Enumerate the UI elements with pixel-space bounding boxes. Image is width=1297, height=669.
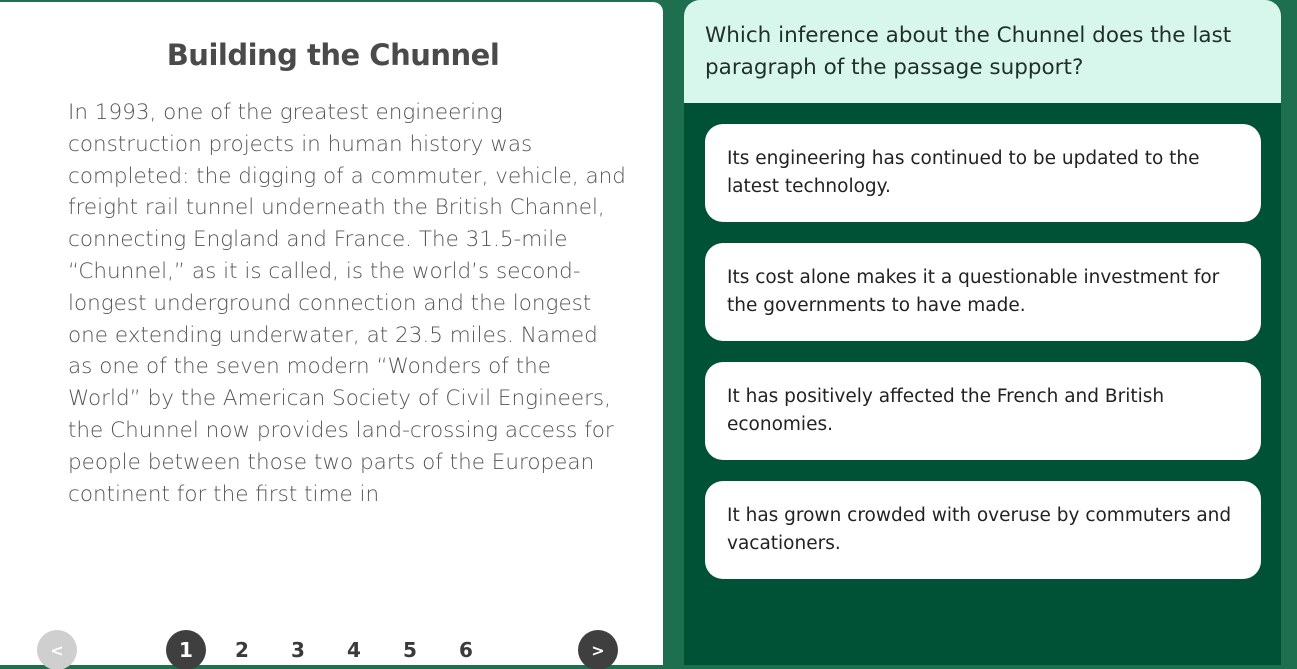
question-header	[684, 0, 1281, 103]
previous-page-button[interactable]: <	[37, 630, 77, 669]
page-2-button[interactable]: 2	[235, 638, 249, 662]
answer-option-3-label: It has positively affected the French and British economies.	[727, 386, 1165, 435]
answer-option-1[interactable]	[705, 124, 1261, 222]
answer-option-3[interactable]	[705, 362, 1261, 460]
page-6-button[interactable]: 6	[459, 638, 473, 662]
answer-option-1-label: Its engineering has continued to be updated to the latest technology.	[727, 148, 1200, 197]
passage-panel	[0, 2, 663, 665]
page-4-button[interactable]: 4	[347, 638, 361, 662]
page-3-button[interactable]: 3	[291, 638, 305, 662]
passage-text: In 1993, one of the greatest engineering construction projects in human history was completed: the digging of a commuter, vehicle, and freight rail tunnel underneath the British Channel, connecting England and France. The 31.5-mile “Chunnel,” as it is called, is the world’s second-longest underground connection and the longest one extending underwater, at 23.5 miles. Named as one of the seven modern “Wonders of the World” by the American Society of Civil Engineers, the Chunnel now provides land-crossing access for people between those two parts of the European continent for the first time in	[68, 100, 626, 507]
answer-option-2-label: Its cost alone makes it a questionable investment for the governments to have made.	[727, 267, 1220, 316]
page-5-button[interactable]: 5	[403, 638, 417, 662]
answer-option-2[interactable]	[705, 243, 1261, 341]
question-text: Which inference about the Chunnel does the last paragraph of the passage support?	[705, 23, 1232, 80]
next-page-button[interactable]: >	[578, 630, 618, 669]
answer-option-4-label: It has grown crowded with overuse by commuters and vacationers.	[727, 505, 1232, 554]
question-panel	[684, 0, 1281, 665]
answer-option-4[interactable]	[705, 481, 1261, 579]
page-1-button[interactable]: 1	[166, 630, 206, 669]
passage-title: Building the Chunnel	[166, 38, 500, 72]
passage-pagination	[0, 630, 663, 669]
